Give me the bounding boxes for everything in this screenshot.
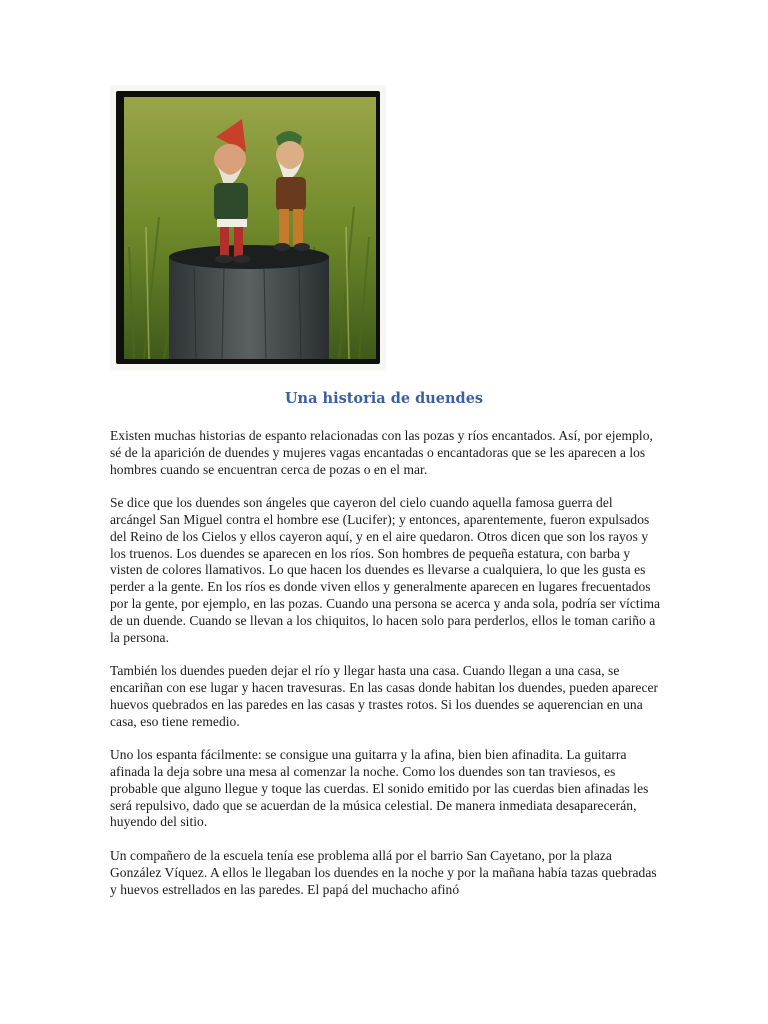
paragraph-4: Uno los espanta fácilmente: se consigue una guitarra y la afina, bien bien afinadita. La guitarra afinada la deja sobre una mesa al comenzar la noche. Como los duendes son tan traviesos, es probable que alguno llegue y toque las cuerdas. El sonido emitido por las cuerdas bien afinadas les será repulsivo, dado que se acuerdan de la música celestial. De manera inmediata desaparecerán, huyendo del sitio. [110,747,649,830]
document-title: Una historia de duendes [284,390,484,407]
gnome-figurines-photo-icon [124,97,376,359]
document-body [110,428,662,915]
gnome-photo [110,85,386,370]
paragraph-5: Un compañero de la escuela tenía ese problema allá por el barrio San Cayetano, por la plaza González Víquez. A ellos le llegaban los duendes en la noche y por la mañana había tazas quebradas y huevos estrellados en las paredes. El papá del muchacho afinó [110,847,657,897]
paragraph-1: Existen muchas historias de espanto relacionadas con las pozas y ríos encantados. Así, por ejemplo, sé de la aparición de duendes y mujeres vagas encantadas o encantadoras que se les aparecen a los hombres cuando se encuentran cerca de pozas o en el mar. [110,428,653,477]
paragraph-3: También los duendes pueden dejar el río y llegar hasta una casa. Cuando llegan a una casa, se encariñan con ese lugar y hacen travesuras. En las casas donde habitan los duendes, pueden aparecer huevos quebrados en las paredes en las casas y trastes rotos. Si los duendes se aquerencian en una casa, eso tiene remedio. [110,663,659,729]
paragraph-2: Se dice que los duendes son ángeles que cayeron del cielo cuando aquella famosa guerra del arcángel San Miguel contra el hombre ese (Lucifer); y entonces, aparentemente, fueron expulsados del Reino de los Cielos y ellos cayeron aquí, y en el aire quedaron. Otros dicen que son los rayos y los truenos. Los duendes se aparecen en los ríos. Son hombres de pequeña estatura, con barba y visten de colores llamativos. Lo que hacen los duendes es llevarse a cualquiera, lo que les gusta es perder a la gente. En los ríos es donde viven ellos y generalmente aparecen en lugares frecuentados por la gente, por ejemplo, en las pozas. Cuando una persona se acerca y anda sola, podría ser víctima de un duende. Cuando se llevan a los chiquitos, lo hacen solo para perderlos, ellos le toman cariño a la persona. [110,495,661,645]
